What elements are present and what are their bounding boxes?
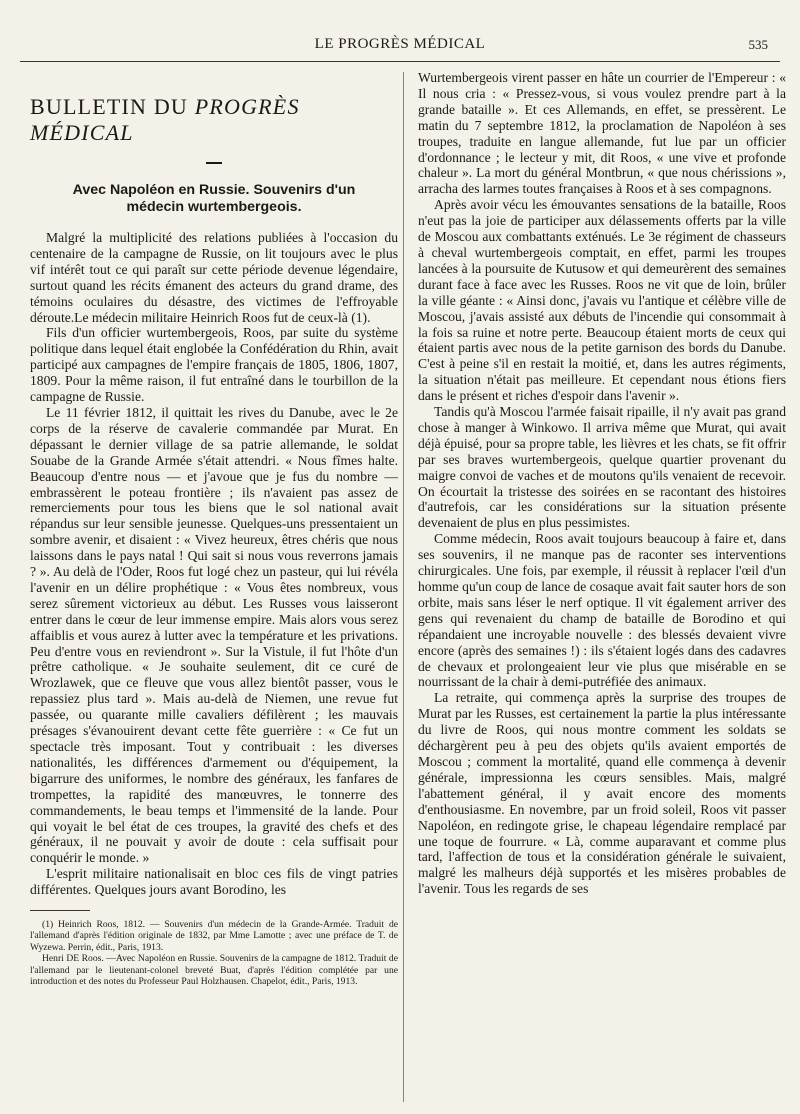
paragraph: Fils d'un officier wurtembergeois, Roos, par suite du système politique dans lequel était englobée la Confédération du Rhin, avait participé aux campagnes de l'empire français de 1805, 1806, 1807, 1809. Pour la même raison, il fut entraîné dans le tourbillon de la campagne de Russie. [30, 325, 398, 405]
section-title-plain: BULLETIN DU [30, 94, 195, 119]
paragraph: Malgré la multiplicité des relations publiées à l'occasion du centenaire de la campagne de Russie, on lit toujours avec le plus vif intérêt tout ce qui paraît sur cette période devenue légendaire, surtout quand les récits émanent des acteurs du grand drame, des témoins oculaires du désastre, des victimes de l'effroyable déroute.Le médecin militaire Heinrich Roos fut de ceux-là (1). [30, 230, 398, 325]
title-dash [206, 162, 222, 164]
section-title [30, 94, 398, 146]
page-number: 535 [748, 37, 768, 52]
article-title: Avec Napoléon en Russie. Souvenirs d'un médecin wurtembergeois. [72, 182, 356, 215]
journal-title: LE PROGRÈS MÉDICAL [314, 36, 486, 52]
paragraph: Comme médecin, Roos avait toujours beaucoup à faire et, dans ses souvenirs, il ne manque pas de raconter ses interventions chirurgicales. Une fois, par exemple, il réussit à replacer l'œil d'un homme qu'un coup de lance de cosaque avait fait sauter hors de son orbite, mais sans léser le nerf optique. Il vit également arriver des gens qui revenaient du champ de bataille de Borodino et qui répandaient une incroyable nouvelle : des blessés devaient vivre encore (après des semaines !) : ils s'étaient logés dans des cadavres de chevaux et prolongeaient leur vie plus que misérable en se nourrissant de la chair à demi-putréfiée des animaux. [418, 531, 786, 690]
paragraph: L'esprit militaire nationalisait en bloc ces fils de vingt patries différentes. Quelques jours avant Borodino, les [30, 866, 398, 898]
running-header [0, 36, 800, 60]
footnote: (1) Heinrich Roos, 1812. — Souvenirs d'un médecin de la Grande-Armée. Traduit de l'allemand d'après l'édition originale de 1832, par Mme Lamotte ; avec une préface de T. de Wyzewa. Perrin, édit., Paris, 1913. [30, 919, 398, 953]
paragraph: Wurtembergeois virent passer en hâte un courrier de l'Empereur : « Il nous cria : « Pressez-vous, si vous voulez prendre part à la grande bataille ». Et ces Allemands, en effet, se pressèrent. Le matin du 7 septembre 1812, la proclamation de Napoléon à ses troupes, traduite en langue allemande, fut lue par un officier d'ordonnance ; le lecteur y mit, dit Roos, « une vive et profonde chaleur ». La mort du général Montbrun, « que nous chérissions », arracha des larmes toutes françaises à Roos et à ses compagnons. [418, 70, 786, 197]
left-column [30, 70, 398, 988]
paragraph: Tandis qu'à Moscou l'armée faisait ripaille, il n'y avait pas grand chose à manger à Winkowo. Il arriva même que Murat, qui avait déjà épuisé, pour sa propre table, les lièvres et les chats, se fit offrir par ses braves wurtembergeois, quelque quartier provenant du maigre convoi de vaches et de moutons qu'ils venaient de recevoir. On écourtait la tristesse des soirées en se racontant des histoires d'autrefois, car les considérations sur la situation présente devenaient de plus en plus pessimistes. [418, 404, 786, 531]
paragraph: Le 11 février 1812, il quittait les rives du Danube, avec le 2e corps de la réserve de cavalerie commandée par Murat. En dépassant le dernier village de sa patrie allemande, le soldat Souabe de la Grande Armée s'était attendri. « Nous fîmes halte. Beaucoup d'entre nous — et j'avoue que je fus du nombre — embrassèrent le poteau frontière ; ils n'avaient pas assez de remerciements pour tous les biens que le sol national avait répandus sur leur sensible jeunesse. Quelques-uns pressentaient un sombre avenir, et disaient : « Vivez heureux, êtres chéris que nous laissons dans le pays natal ! Qui sait si nous vous reverrons jamais ? ». Au delà de l'Oder, Roos fut logé chez un pasteur, qui lui révéla l'avenir en un délire prophétique : « Vous êtes nombreux, vous serez sûrement victorieux au début. Les Russes vous laisseront entrer dans le cœur de leur immense empire. Mais alors vous serez affaiblis et vous aurez à lutter avec la température et les privations. Peu d'entre vous en reviendront ». Sur la Vistule, il fut l'hôte d'un prêtre catholique. « Je souhaite seulement, dit ce curé de Wrozlawek, que ce fleuve que vous allez bientôt passer, vous le repassiez plus tard ». Mais au-delà de Niemen, une revue fut passée, ou quarante mille cavaliers défilèrent ; les mauvais présages s'évanouirent devant cette fête guerrière : « Ce fut un spectacle très imposant. Tout y contribuait : les diverses nationalités, les différences d'armement ou d'équipement, la bigarrure des uniformes, le nombre des généraux, les fanfares de trompettes, la rapidité des manœuvres, le tonnerre des commandements, le beau temps et l'immensité de la lande. Pour qui voyait le bel état de ces troupes, la gravité des chefs et des généraux, il ne pouvait y avoir de doute : cela suffisait pour conquérir le monde. » [30, 404, 398, 866]
footnotes [30, 919, 398, 987]
header-rule [20, 61, 780, 62]
right-column [418, 70, 786, 897]
footnote-rule [30, 910, 90, 911]
column-divider [403, 72, 404, 1102]
paragraph: Après avoir vécu les émouvantes sensations de la bataille, Roos n'eut pas la joie de participer aux délassements offerts par la ville de Moscou aux combattants exténués. Le 3e régiment de chasseurs à cheval wurtembergeois comptait, en effet, parmi les troupes lancées à la poursuite de Kutusow et qui demeurèrent des semaines durant face à face avec les Russes. Roos ne vit que de loin, brûler la ville géante : « Ainsi donc, j'avais vu l'antique et célèbre ville de Moscou, j'avais assisté aux débuts de l'incendie qui consommait à la fois sa ruine et notre perte. Beaucoup étaient morts de ceux qui étaient partis avec nous de la petite garnison des bords du Danube. C'est à peine s'il en restait la moitié, et, dans les autres régiments, la situation n'était pas meilleure. Et cependant nous étions fiers dans le présent et riches d'espoir dans l'avenir ». [418, 197, 786, 404]
paragraph: La retraite, qui commença après la surprise des troupes de Murat par les Russes, est certainement la partie la plus intéressante du livre de Roos, qui nous montre comment les soldats se déchargèrent peu à peu des objets qu'ils avaient emportés de Moscou ; comment la mortalité, quand elle commença à devenir générale, impressionna les cœurs sensibles. Mais, malgré l'abattement général, il y avait encore des moments d'enthousiasme. En novembre, par un froid soleil, Roos vit passer Napoléon, en redingote grise, le chapeau légendaire remplacé par une toque de fourrure. « Là, comme auparavant et comme plus tard, l'affection de tous et la considération générale le suivaient, malgré les malheurs déjà supportés et les misères probables de l'avenir. Tous les regards de ses [418, 690, 786, 897]
footnote: Henri DE Roos. —Avec Napoléon en Russie. Souvenirs de la campagne de 1812. Traduit de l'allemand par le lieutenant-colonel breveté Buat, d'après l'édition complétée par une introduction et des notes du Professeur Paul Holzhausen. Chapelot, édit., Paris, 1913. [30, 953, 398, 988]
section-title-italic: PROGRÈS MÉDICAL [30, 94, 300, 145]
